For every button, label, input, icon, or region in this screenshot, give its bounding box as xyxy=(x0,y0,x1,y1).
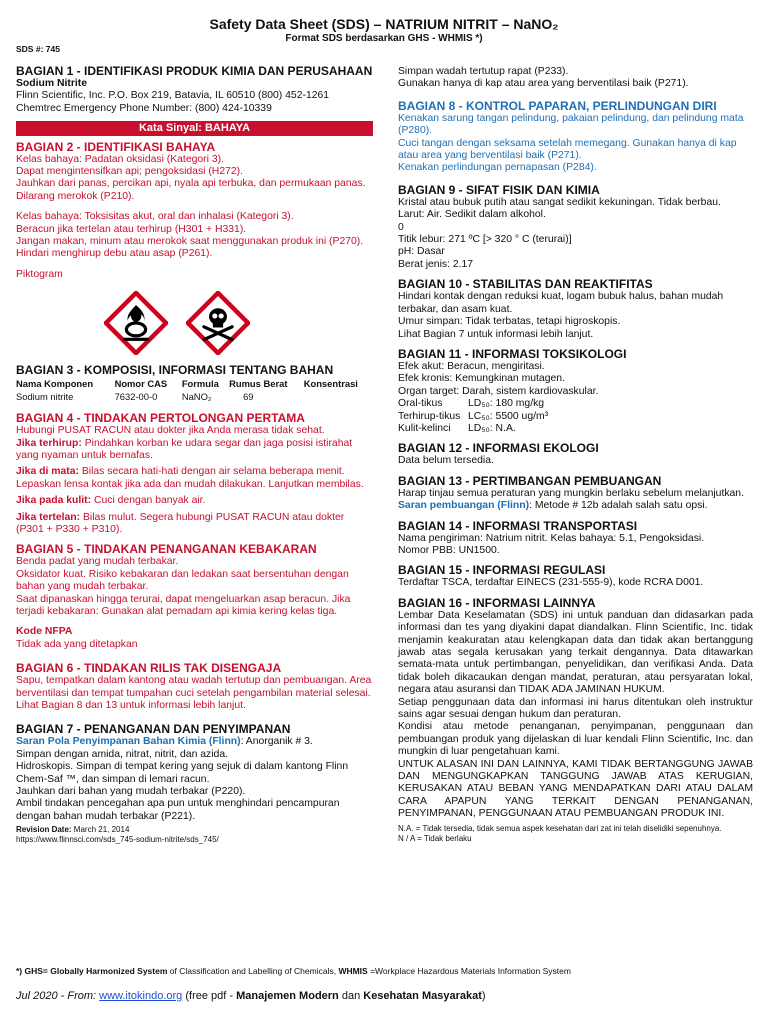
storage-pattern: Saran Pola Penyimpanan Bahan Kimia (Flinn): Anorganik # 3. xyxy=(16,736,313,748)
ppe-line: Kenakan sarung tangan pelindung, pakaian pelindung, dan pelindung mata (P280). xyxy=(398,112,744,137)
other-info-paragraph: Setiap penggunaan data dan informasi ini harus ditentukan oleh instruktur sains agar sesuai dengan hukum dan peraturan. xyxy=(398,696,753,721)
stability-line: Lihat Bagian 7 untuk informasi lebih lanjut. xyxy=(398,328,594,340)
section-1-heading: BAGIAN 1 - IDENTIFIKASI PRODUK KIMIA DAN PERUSAHAAN xyxy=(16,64,373,78)
ppe-line: Kenakan perlindungan pernapasan (P284). xyxy=(398,162,597,174)
storage-line: Gunakan hanya di kap atau area yang berventilasi baik (P271). xyxy=(398,78,689,90)
hazard-line: Jauhkan dari panas, percikan api, nyala api terbuka, dan permukaan panas. Dilarang merokok (P210). xyxy=(16,178,366,202)
table-cell: Sodium nitrite xyxy=(16,390,74,402)
section-6-heading: BAGIAN 6 - TINDAKAN RILIS TAK DISENGAJA xyxy=(16,661,282,676)
column-header: Rumus Berat xyxy=(229,378,288,390)
first-aid-eyes: Jika di mata: Bilas secara hati-hati dengan air selama beberapa menit. Lepaskan lensa kontak jika ada dan mudah dilakukan. Lanjutkan membilas. xyxy=(16,466,364,490)
ghs-pictograms xyxy=(104,291,373,355)
tox-line: Organ target: Darah, sistem kardiovaskular. xyxy=(398,385,599,397)
composition-table xyxy=(16,378,373,403)
section-4-heading: BAGIAN 4 - TINDAKAN PERTOLONGAN PERTAMA xyxy=(16,411,305,426)
fire-line: Oksidator kuat. Risiko kebakaran dan ledakan saat bersentuhan dengan bahan yang mudah terbakar. xyxy=(16,568,349,593)
hazard-line: Hindari menghirup debu atau asap (P261). xyxy=(16,248,213,260)
section-2-heading: BAGIAN 2 - IDENTIFIKASI BAHAYA xyxy=(16,139,216,154)
first-aid-ingestion: Jika tertelan: Bilas mulut. Segera hubungi PUSAT RACUN atau dokter (P301 + P330 + P310). xyxy=(16,511,345,535)
emergency-phone: Chemtrec Emergency Phone Number: (800) 424-10339 xyxy=(16,102,272,114)
product-name: Sodium Nitrite xyxy=(16,78,88,89)
regulatory-text: Terdaftar TSCA, terdaftar EINECS (231-555-9), kode RCRA D001. xyxy=(398,577,704,589)
tox-label: Terhirup-tikus xyxy=(398,410,461,422)
tox-line: Efek kronis: Kemungkinan mutagen. xyxy=(398,373,565,385)
section-12-heading: BAGIAN 12 - INFORMASI EKOLOGI xyxy=(398,441,599,456)
section-9-heading: BAGIAN 9 - SIFAT FISIK DAN KIMIA xyxy=(398,182,600,197)
property-line: Berat jenis: 2.17 xyxy=(398,258,474,270)
property-line: Larut: Air. Sedikit dalam alkohol. xyxy=(398,209,546,221)
section-5-heading: BAGIAN 5 - TINDAKAN PENANGANAN KEBAKARAN xyxy=(16,542,317,557)
hazard-line: Beracun jika tertelan atau terhirup (H301 + H331). xyxy=(16,223,247,235)
note-na: N.A. = Tidak tersedia, tidak semua aspek kesehatan dari zat ini telah diselidiki sepenuhnya. xyxy=(398,823,722,833)
transport-line: Nama pengiriman: Natrium nitrit. Kelas bahaya: 5.1, Pengoksidasi. xyxy=(398,532,705,544)
storage-line: Jauhkan dari bahan yang mudah terbakar (P220). xyxy=(16,786,246,798)
section-16-heading: BAGIAN 16 - INFORMASI LAINNYA xyxy=(398,595,596,610)
tox-value: LD₅₀: 180 mg/kg xyxy=(468,398,545,410)
document-subtitle: Format SDS berdasarkan GHS - WHMIS *) xyxy=(285,33,483,44)
column-header: Konsentrasi xyxy=(303,378,358,390)
property-line: 0 xyxy=(398,221,404,233)
left-column xyxy=(16,64,373,845)
nfpa-label: Kode NFPA xyxy=(16,626,73,638)
table-cell xyxy=(304,391,373,403)
hazard-line: Jangan makan, minum atau merokok saat menggunakan produk ini (P270). xyxy=(16,236,364,248)
tox-values xyxy=(398,398,753,435)
table-cell: 69 xyxy=(243,390,254,402)
table-cell: 7632-00-0 xyxy=(114,390,158,402)
first-aid-line: Hubungi PUSAT RACUN atau dokter jika Anda merasa tidak sehat. xyxy=(16,425,325,437)
table-header-row xyxy=(16,378,373,390)
hazard-line: Kelas bahaya: Padatan oksidasi (Kategori 3). xyxy=(16,153,224,165)
ppe-line: Cuci tangan dengan seksama setelah memegang. Gunakan hanya di kap atau area yang berventilasi baik (P271). xyxy=(398,137,737,162)
disposal-line: Harap tinjau semua peraturan yang mungkin berlaku sebelum melanjutkan. xyxy=(398,487,744,499)
note-n-a: N / A = Tidak berlaku xyxy=(398,833,472,843)
transport-line: Nomor PBB: UN1500. xyxy=(398,544,500,556)
storage-line: Hidroskopis. Simpan di tempat kering yang sejuk di dalam kantong Flinn Chem-Saf ™, dan simpan di lemari racun. xyxy=(16,761,349,785)
flame-over-circle-icon xyxy=(104,291,168,355)
fire-line: Benda padat yang mudah terbakar. xyxy=(16,556,179,568)
property-line: pH: Dasar xyxy=(398,246,445,258)
property-line: Kristal atau bubuk putih atau sangat sedikit kekuningan. Tidak berbau. xyxy=(398,196,721,208)
tox-label: Kulit-kelinci xyxy=(398,422,451,434)
section-13-heading: BAGIAN 13 - PERTIMBANGAN PEMBUANGAN xyxy=(398,473,662,488)
disclaimer-paragraph: UNTUK ALASAN INI DAN LAINNYA, KAMI TIDAK BERTANGGUNG JAWAB DAN MENGUNGKAPKAN TANGGUNG JAWAB ATAS KERUGIAN, KERUSAKAN ATAU BEBAN YANG MENDAPATKAN DARI ATAU DALAM CARA APAPUN YANG TERKAIT DENGAN PENANGANAN, PENYIMPANAN, PENGGUNAAN ATAU PEMBUANGAN PRODUK INI. xyxy=(398,758,753,820)
right-column xyxy=(398,66,753,844)
sds-number: SDS #: 745 xyxy=(16,44,60,54)
storage-line: Simpan dengan amida, nitrat, nitrit, dan azida. xyxy=(16,748,228,760)
section-10-heading: BAGIAN 10 - STABILITAS DAN REAKTIFITAS xyxy=(398,277,653,292)
source-url: https://www.flinnsci.com/sds_745-sodium-nitrite/sds_745/ xyxy=(16,835,219,845)
other-info-paragraph: Lembar Data Keselamatan (SDS) ini untuk panduan dan didasarkan pada informasi dan tes yang diyakini dapat diandalkan. Flinn Scientific, Inc. tidak menjamin keakuratan atau kelengkapan data dan tidak akan bertanggung jawab atas segala kerusakan yang terkait dengannya. Data ditawarkan semata-mata untuk pertimbangan, penyelidikan, dan verifikasi Anda. Data tidak boleh dikacaukan dengan mandat, peraturan, atau persyaratan lokal, negara atau asuransi dan TIDAK ADA JAMINAN HUKUM. xyxy=(398,609,753,696)
table-row xyxy=(16,391,373,403)
section-15-heading: BAGIAN 15 - INFORMASI REGULASI xyxy=(398,563,606,578)
storage-line: Ambil tindakan pencegahan apa pun untuk menghindari pencampuran dengan bahan mudah terbakar (P221). xyxy=(16,798,340,822)
skull-crossbones-icon xyxy=(186,291,250,355)
source-link[interactable]: www.itokindo.org xyxy=(99,990,183,1002)
column-header: Nomor CAS xyxy=(114,378,168,390)
disposal-suggestion: Saran pembuangan (Flinn): Metode # 12b adalah salah satu opsi. xyxy=(398,500,708,512)
section-14-heading: BAGIAN 14 - INFORMASI TRANSPORTASI xyxy=(398,518,638,533)
tox-line: Efek akut: Beracun, mengiritasi. xyxy=(398,360,545,372)
stability-line: Hindari kontak dengan reduksi kuat, logam bubuk halus, bahan mudah terbakar, dan asam kuat. xyxy=(398,291,724,315)
storage-line: Simpan wadah tertutup rapat (P233). xyxy=(398,66,569,77)
document-title: Safety Data Sheet (SDS) – NATRIUM NITRIT – NaNO₂ xyxy=(209,16,559,32)
page-footer: Jul 2020 - From: www.itokindo.org (free pdf - Manajemen Modern dan Kesehatan Masyarakat) xyxy=(16,990,486,1002)
tox-value: LC₅₀: 5500 ug/m³ xyxy=(468,410,549,422)
section-7-heading: BAGIAN 7 - PENANGANAN DAN PENYIMPANAN xyxy=(16,722,291,737)
first-aid-inhalation: Jika terhirup: Pindahkan korban ke udara segar dan jaga posisi istirahat yang nyaman untuk bernafas. xyxy=(16,437,353,461)
company-info: Flinn Scientific, Inc. P.O. Box 219, Batavia, IL 60510 (800) 452-1261 xyxy=(16,90,330,102)
nfpa-value: Tidak ada yang ditetapkan xyxy=(16,638,138,650)
tox-label: Oral-tikus xyxy=(398,398,443,410)
property-line: Titik lebur: 271 ºC [> 320 ° C (terurai)] xyxy=(398,234,572,246)
ghs-footnote: *) GHS= Globally Harmonized System of Classification and Labelling of Chemicals, WHMIS =Workplace Hazardous Materials Information System xyxy=(16,966,571,976)
ecology-text: Data belum tersedia. xyxy=(398,455,494,467)
hazard-line: Dapat mengintensifkan api; pengoksidasi (H272). xyxy=(16,166,243,178)
table-cell: NaNO₂ xyxy=(181,390,212,402)
column-header: Formula xyxy=(181,378,219,390)
section-3-heading: BAGIAN 3 - KOMPOSISI, INFORMASI TENTANG BAHAN xyxy=(16,363,334,378)
section-11-heading: BAGIAN 11 - INFORMASI TOKSIKOLOGI xyxy=(398,346,627,361)
signal-word-banner: Kata Sinyal: BAHAYA xyxy=(16,121,373,135)
column-header: Nama Komponen xyxy=(16,378,94,390)
pictogram-label: Piktogram xyxy=(16,268,63,280)
tox-value: LD₅₀: N.A. xyxy=(468,422,516,434)
other-info-paragraph: Kondisi atau metode penanganan, penyimpanan, penggunaan dan pembuangan produk yang dijelaskan di luar kendali Flinn Scientific, Inc. dan mungkin di luar pengetahuan kami. xyxy=(398,721,753,758)
fire-line: Saat dipanaskan hingga terurai, dapat mengeluarkan asap beracun. Jika terjadi kebakaran: Gunakan alat pemadam api kimia kering kelas tiga. xyxy=(16,593,351,617)
release-text: Sapu, tempatkan dalam kantong atau wadah tertutup dan pembuangan. Area berventilasi dan tempat tumpahan cuci setelah pengambilan material selesai. Lihat Bagian 8 dan 13 untuk informasi lebih lanjut. xyxy=(16,675,372,711)
revision-date: Revision Date: March 21, 2014 xyxy=(16,825,130,835)
first-aid-skin: Jika pada kulit: Cuci dengan banyak air. xyxy=(16,495,206,507)
hazard-line: Kelas bahaya: Toksisitas akut, oral dan inhalasi (Kategori 3). xyxy=(16,211,294,223)
stability-line: Umur simpan: Tidak terbatas, tetapi higroskopis. xyxy=(398,316,621,328)
section-8-heading: BAGIAN 8 - KONTROL PAPARAN, PERLINDUNGAN DIRI xyxy=(398,98,717,113)
